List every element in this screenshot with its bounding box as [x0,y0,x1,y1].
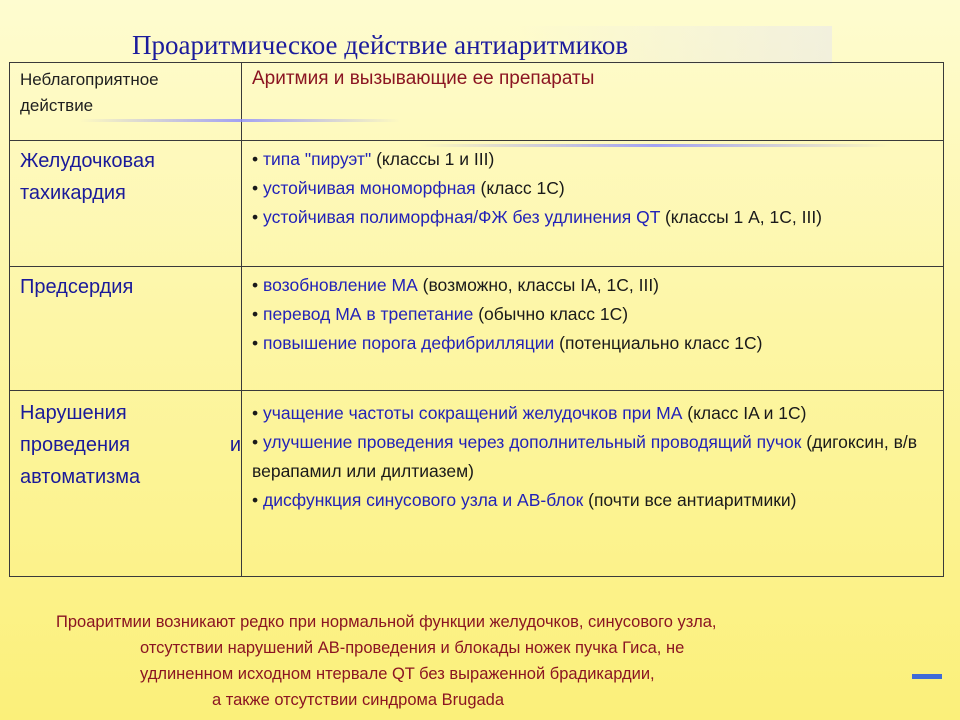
list-item: • устойчивая мономорфная (класс 1С) [252,178,565,198]
footer-line: удлиненном исходном нтервале QT без выраженной брадикардии, [140,665,655,683]
header-arrhythmia-drugs: Аритмия и вызывающие ее препараты [242,63,944,141]
table-row [10,391,944,577]
footer-line: а также отсутствии синдрома Brugada [212,691,505,709]
decorative-line [420,144,890,147]
list-item: • повышение порога дефибрилляции (потенциально класс 1С) [252,333,763,353]
decorative-line [80,119,400,122]
list-item: • типа "пируэт" (классы 1 и III) [252,149,495,169]
table-row [10,141,944,267]
list-item: • дисфункция синусового узла и АВ-блок (почти все антиаритмики) [252,490,797,510]
row-category-ventricular: Желудочковая тахикардия [10,141,242,267]
row-causes-ventricular [242,141,944,267]
proarrhythmia-table [9,62,944,577]
row-causes-atria [242,267,944,391]
list-item: • учащение частоты сокращений желудочков при МА (класс IA и 1С) [252,403,807,423]
table-row [10,267,944,391]
list-item: • перевод МА в трепетание (обычно класс 1С) [252,304,629,324]
list-item: • возобновление МА (возможно, классы IA, 1С, III) [252,275,660,295]
footer-line: Проаритмии возникают редко при нормальной функции желудочков, синусового узла, [56,613,717,631]
list-item: • улучшение проведения через дополнительный проводящий пучок (дигоксин, в/в верапамил или дилтиазем) [252,432,918,481]
dash-decoration [912,674,942,679]
row-causes-conduction [242,391,944,577]
list-item: • устойчивая полиморфная/ФЖ без удлинения QT (классы 1 А, 1С, III) [252,207,823,227]
header-adverse-effect: Неблагоприятное действие [10,63,242,141]
row-category-atria: Предсердия [10,267,242,391]
row-category-conduction: Нарушения проведения и автоматизма [10,391,242,577]
page-title: Проаритмическое действие антиаритмиков [132,26,832,64]
table-header-row [10,63,944,141]
footer-line: отсутствии нарушений АВ-проведения и блокады ножек пучка Гиса, не [140,639,685,657]
